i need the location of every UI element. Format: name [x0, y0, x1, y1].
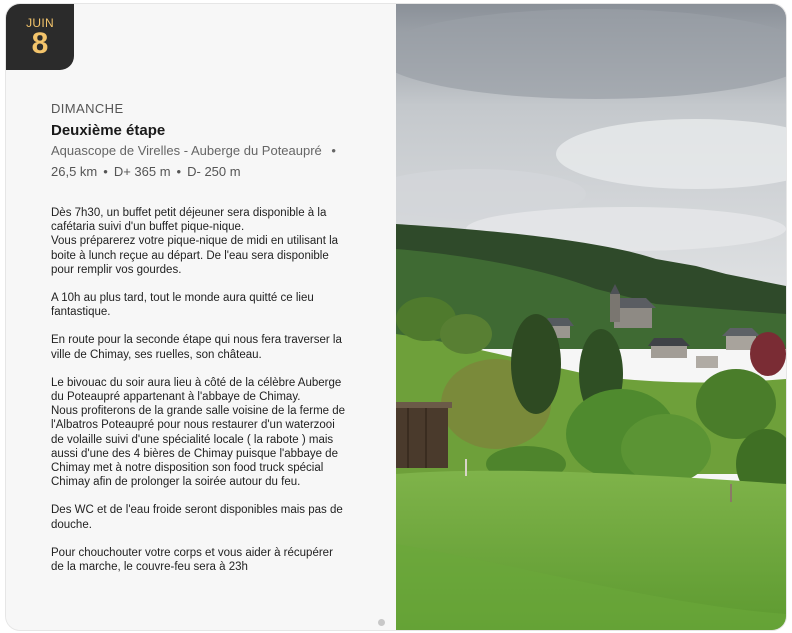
- landscape-photo: [396, 4, 786, 630]
- details-panel: [6, 4, 396, 630]
- separator-dot: •: [331, 143, 336, 158]
- description: [51, 206, 356, 588]
- ascent: D+ 365 m: [113, 164, 171, 179]
- carousel-pager: [378, 613, 396, 621]
- stage-title: Deuxième étape: [51, 122, 166, 139]
- descent: D- 250 m: [187, 164, 241, 179]
- description-paragraph: Dès 7h30, un buffet petit déjeuner sera disponible à la cafétaria suivi d'un buffet pique-nique. Vous préparerez votre pique-nique de midi en utilisant la boite à lunch reçue au départ. De l'eau sera disponible pour remplir vos gourdes.: [51, 207, 339, 276]
- separator-dot: •: [103, 164, 108, 179]
- stage-stats: [51, 164, 241, 179]
- route-text: Aquascope de Virelles - Auberge du Poteaupré: [51, 143, 322, 158]
- description-paragraph: Le bivouac du soir aura lieu à côté de la célèbre Auberge du Poteaupré appartenant à l'abbaye de Chimay. Nous profiterons de la grande salle voisine de la ferme de l'Albatros Poteaupré pour nous restaurer d'un waterzooi de volaille suivi d'une spécialité locale ( la rabote ) mais aussi d'une des 4 bières de Chimay puisque l'abbaye de Chimay met à notre disposition son food truck spécial Chimay afin de prolonger la soirée autour du feu.: [51, 376, 346, 489]
- stage-route: [51, 143, 342, 158]
- pager-dot[interactable]: [378, 619, 385, 626]
- event-card: [6, 4, 786, 630]
- wooden-shed: [396, 402, 452, 468]
- date-month: JUIN: [26, 16, 54, 30]
- description-paragraph: A 10h au plus tard, tout le monde aura quitté ce lieu fantastique.: [51, 292, 314, 319]
- date-badge: [6, 4, 74, 70]
- description-paragraph: Des WC et de l'eau froide seront disponibles mais pas de douche.: [51, 504, 343, 531]
- description-paragraph: En route pour la seconde étape qui nous fera traverser la ville de Chimay, ses ruelles, son château.: [51, 334, 342, 361]
- separator-dot: •: [176, 164, 182, 179]
- distance: 26,5 km: [51, 164, 98, 179]
- date-day: 8: [31, 27, 49, 60]
- day-name: DIMANCHE: [51, 101, 124, 116]
- description-paragraph: Pour chouchouter votre corps et vous aider à récupérer de la marche, le couvre-feu sera à 23h: [51, 546, 333, 574]
